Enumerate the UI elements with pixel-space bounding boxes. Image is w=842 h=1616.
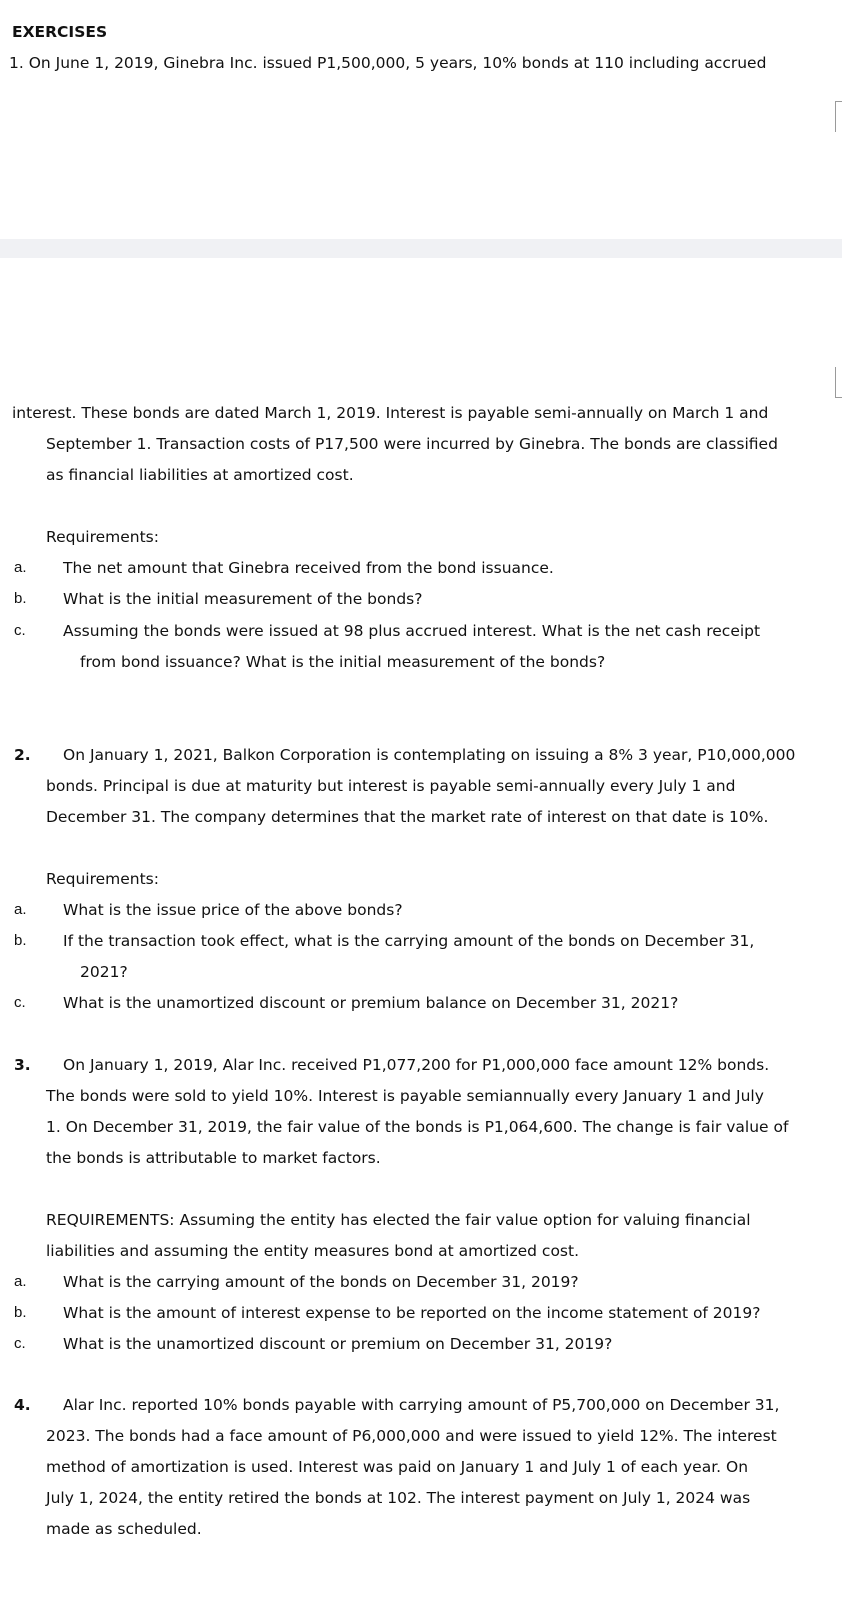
- ex1-line-1: 1. On June 1, 2019, Ginebra Inc. issued P1,500,000, 5 years, 10% bonds at 110 including accrued: [9, 54, 767, 72]
- ex2-item-a-text: What is the issue price of the above bonds?: [63, 901, 403, 919]
- ex3-line-4: the bonds is attributable to market factors.: [46, 1149, 381, 1167]
- ex4-line-2: 2023. The bonds had a face amount of P6,000,000 and were issued to yield 12%. The interest: [46, 1427, 777, 1445]
- ex2-item-a-label: a.: [14, 901, 27, 918]
- ex3-item-b-text: What is the amount of interest expense to be reported on the income statement of 2019?: [63, 1304, 761, 1322]
- ex3-number: 3.: [14, 1056, 31, 1074]
- scan-band: [0, 239, 842, 258]
- ex3-item-a-text: What is the carrying amount of the bonds on December 31, 2019?: [63, 1273, 579, 1291]
- ex1-item-a-label: a.: [14, 559, 27, 576]
- ex3-item-a-label: a.: [14, 1273, 27, 1290]
- ex2-item-c-label: c.: [14, 994, 26, 1011]
- ex3-item-c-text: What is the unamortized discount or premium on December 31, 2019?: [63, 1335, 613, 1353]
- ex1-item-c-label: c.: [14, 622, 26, 639]
- ex3-item-c-label: c.: [14, 1335, 26, 1352]
- ex4-line-1: Alar Inc. reported 10% bonds payable with carrying amount of P5,700,000 on December 31,: [63, 1396, 780, 1414]
- ex1-line-3: September 1. Transaction costs of P17,500 were incurred by Ginebra. The bonds are classified: [46, 435, 778, 453]
- ex2-item-b-text-1: If the transaction took effect, what is the carrying amount of the bonds on December 31,: [63, 932, 755, 950]
- ex3-line-2: The bonds were sold to yield 10%. Interest is payable semiannually every January 1 and July: [46, 1087, 764, 1105]
- ex2-item-c-text: What is the unamortized discount or premium balance on December 31, 2021?: [63, 994, 679, 1012]
- ex3-line-3: 1. On December 31, 2019, the fair value of the bonds is P1,064,600. The change is fair value of: [46, 1118, 789, 1136]
- ex1-line-2: interest. These bonds are dated March 1, 2019. Interest is payable semi-annually on March 1 and: [12, 404, 769, 422]
- ex4-line-3: method of amortization is used. Interest was paid on January 1 and July 1 of each year. On: [46, 1458, 749, 1476]
- ex3-item-b-label: b.: [14, 1304, 27, 1321]
- ex1-item-b-label: b.: [14, 590, 27, 607]
- page-heading: EXERCISES: [12, 23, 108, 41]
- ex3-requirements-line-1: REQUIREMENTS: Assuming the entity has elected the fair value option for valuing financial: [46, 1211, 751, 1229]
- ex4-line-5: made as scheduled.: [46, 1520, 202, 1538]
- ex2-line-3: December 31. The company determines that the market rate of interest on that date is 10%.: [46, 808, 769, 826]
- ex1-requirements-title: Requirements:: [46, 528, 159, 546]
- ex2-line-1: On January 1, 2021, Balkon Corporation is contemplating on issuing a 8% 3 year, P10,000,000: [63, 746, 796, 764]
- ex2-number: 2.: [14, 746, 31, 764]
- ex1-line-4: as financial liabilities at amortized cost.: [46, 466, 354, 484]
- page-corner-mark-top: [835, 101, 842, 132]
- ex2-line-2: bonds. Principal is due at maturity but interest is payable semi-annually every July 1 and: [46, 777, 736, 795]
- ex2-item-b-label: b.: [14, 932, 27, 949]
- ex1-item-c-text-1: Assuming the bonds were issued at 98 plus accrued interest. What is the net cash receipt: [63, 622, 761, 640]
- ex1-item-a-text: The net amount that Ginebra received from the bond issuance.: [63, 559, 554, 577]
- ex1-item-c-text-2: from bond issuance? What is the initial measurement of the bonds?: [80, 653, 606, 671]
- page-corner-mark-bottom: [835, 367, 842, 398]
- ex2-requirements-title: Requirements:: [46, 870, 159, 888]
- ex4-line-4: July 1, 2024, the entity retired the bonds at 102. The interest payment on July 1, 2024 was: [46, 1489, 751, 1507]
- ex3-requirements-line-2: liabilities and assuming the entity measures bond at amortized cost.: [46, 1242, 580, 1260]
- ex1-item-b-text: What is the initial measurement of the bonds?: [63, 590, 423, 608]
- ex3-line-1: On January 1, 2019, Alar Inc. received P1,077,200 for P1,000,000 face amount 12% bonds.: [63, 1056, 770, 1074]
- ex2-item-b-text-2: 2021?: [80, 963, 128, 981]
- ex4-number: 4.: [14, 1396, 31, 1414]
